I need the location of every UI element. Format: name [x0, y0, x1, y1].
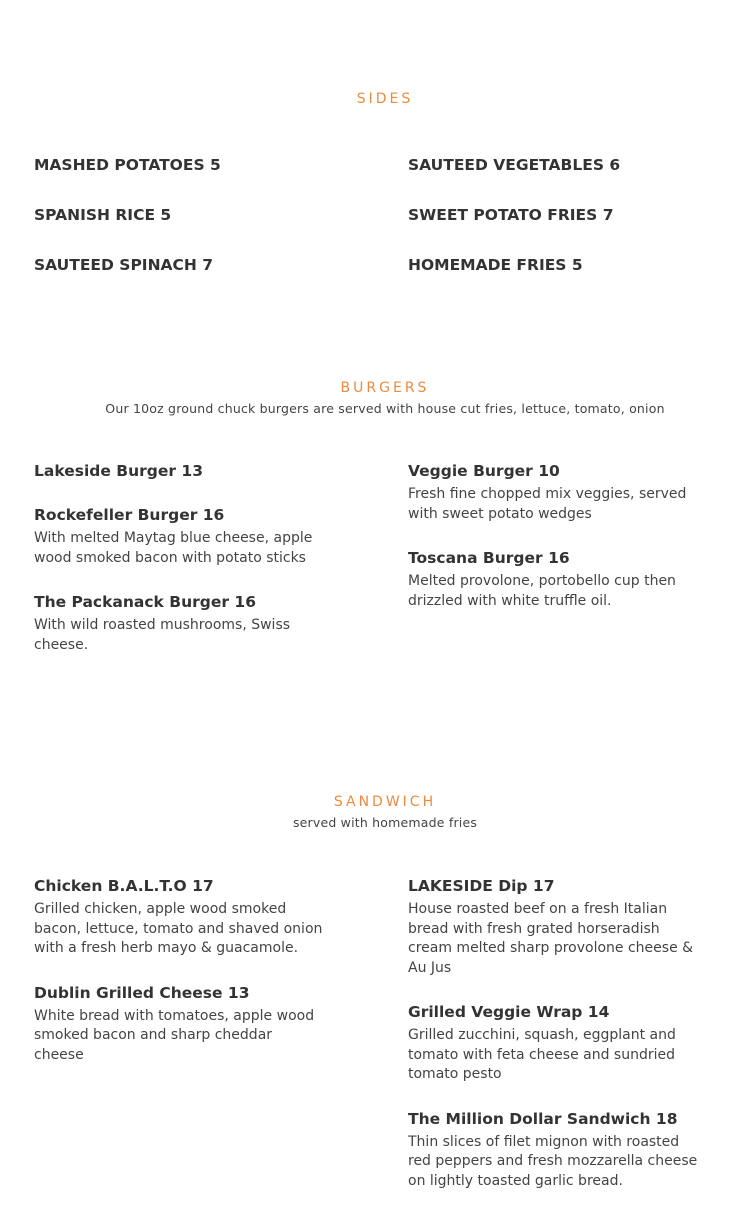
item-name: Lakeside Burger 13: [34, 462, 203, 480]
burgers-title: BURGERS: [340, 380, 430, 396]
menu-item: [408, 1002, 708, 1085]
item-description: With melted Maytag blue cheese, apple wood smoked bacon with potato sticks: [34, 530, 313, 566]
burgers-right-column: [408, 461, 708, 635]
side-item: MASHED POTATOES 5: [34, 156, 221, 174]
item-name: Chicken B.A.L.T.O 17: [34, 877, 214, 895]
item-name: LAKESIDE Dip 17: [408, 877, 555, 895]
side-item: HOMEMADE FRIES 5: [408, 256, 583, 274]
item-name: Grilled Veggie Wrap 14: [408, 1003, 610, 1021]
item-description: White bread with tomatoes, apple wood smoked bacon and sharp cheddar cheese: [34, 1007, 315, 1063]
burgers-left-column: [34, 461, 334, 679]
side-item: SAUTEED SPINACH 7: [34, 256, 214, 274]
item-description: Fresh fine chopped mix veggies, served with sweet potato wedges: [408, 486, 687, 522]
menu-item: [408, 876, 708, 978]
item-name: Rockefeller Burger 16: [34, 506, 225, 524]
item-description: Grilled chicken, apple wood smoked bacon, lettuce, tomato and shaved onion with a fresh herb mayo & guacamole.: [34, 901, 323, 956]
item-name: Dublin Grilled Cheese 13: [34, 983, 250, 1002]
menu-item: [408, 1109, 708, 1192]
item-name: The Packanack Burger 16: [34, 593, 256, 611]
item-name: Toscana Burger 16: [408, 549, 570, 567]
menu-item: [34, 592, 334, 655]
item-description: Thin slices of filet mignon with roasted red peppers and fresh mozzarella cheese on lightly toasted garlic bread.: [408, 1133, 698, 1189]
menu-item: [408, 548, 708, 611]
menu-item: [408, 461, 708, 524]
item-description: Melted provolone, portobello cup then drizzled with white truffle oil.: [408, 573, 676, 609]
side-item: SPANISH RICE 5: [34, 206, 172, 224]
menu-item: [34, 983, 334, 1066]
item-description: House roasted beef on a fresh Italian bread with fresh grated horseradish cream melted sharp provolone cheese & Au Jus: [408, 901, 694, 976]
side-item: SWEET POTATO FRIES 7: [408, 206, 614, 224]
item-description: Grilled zucchini, squash, eggplant and tomato with feta cheese and sundried tomato pesto: [408, 1027, 676, 1082]
menu-item: [34, 505, 334, 568]
sandwich-left-column: [34, 876, 334, 1089]
item-name: The Million Dollar Sandwich 18: [408, 1109, 678, 1128]
menu-item: [34, 461, 334, 481]
sandwich-title: SANDWICH: [333, 794, 437, 810]
item-name: Veggie Burger 10: [408, 462, 560, 480]
menu-item: [34, 876, 334, 959]
sides-title: SIDES: [356, 91, 414, 107]
side-item: SAUTEED VEGETABLES 6: [408, 156, 621, 174]
sandwich-note: served with homemade fries: [292, 815, 478, 830]
sandwich-right-column: [408, 876, 708, 1215]
sides-left-column: [34, 155, 334, 305]
item-description: With wild roasted mushrooms, Swiss cheese.: [34, 617, 291, 653]
burgers-note: Our 10oz ground chuck burgers are served with house cut fries, lettuce, tomato, onion: [105, 401, 665, 416]
sides-right-column: [408, 155, 708, 305]
